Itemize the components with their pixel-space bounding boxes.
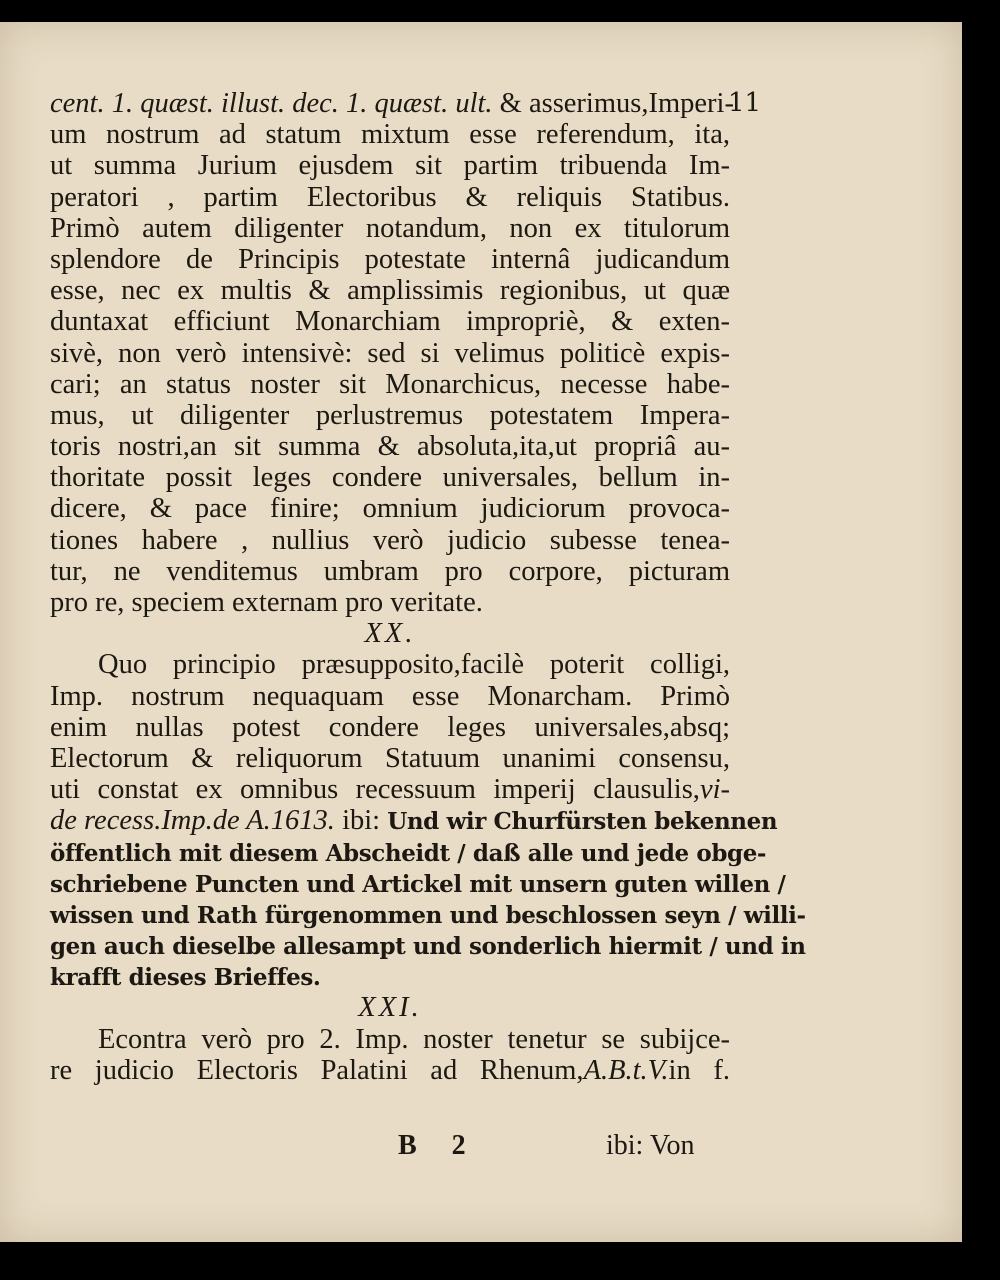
text-run: pro re, speciem externam pro veritate.: [50, 587, 483, 618]
text-line: [50, 587, 730, 618]
text-line: [50, 119, 730, 150]
text-run: tur, ne venditemus umbram pro corpore, picturam: [50, 555, 730, 587]
italic-citation: de recess.Imp.de A.1613.: [50, 805, 335, 837]
fraktur-quote: wissen und Rath fürgenommen und beschlossen seyn / willi-: [50, 901, 806, 929]
text-run: enim nullas potest condere leges universales,absq;: [50, 711, 730, 743]
signature-mark: B 2: [398, 1130, 480, 1161]
text-line: [50, 1024, 730, 1055]
text-line: [50, 774, 730, 805]
text-run: tiones habere , nullius verò judicio subesse tenea-: [50, 524, 730, 556]
text-run: cari; an status noster sit Monarchicus, necesse habe-: [50, 368, 730, 400]
text-line: [50, 525, 730, 556]
text-run: esse, nec ex multis & amplissimis regionibus, ut quæ: [50, 275, 730, 307]
text-line: [50, 930, 806, 961]
text-line: [50, 837, 767, 868]
text-run: toris nostri,an sit summa & absoluta,ita,ut propriâ au-: [50, 431, 730, 463]
text-run: in f.: [668, 1054, 730, 1086]
text-run: splendore de Principis potestate internâ judicandum: [50, 243, 730, 275]
fraktur-quote: Und wir Churfürsten bekennen: [387, 808, 778, 836]
text-run: Imp. nostrum nequaquam esse Monarcham. Primò: [50, 680, 730, 712]
text-line: [50, 88, 734, 119]
page-footer: [0, 1130, 962, 1164]
fraktur-quote: schriebene Puncten und Artickel mit unsern guten willen /: [50, 870, 786, 898]
text-line: [50, 1055, 730, 1086]
text-line: [50, 649, 730, 680]
text-line: [50, 431, 730, 462]
text-run: & asserimus,Imperi-: [492, 88, 734, 119]
book-page: [0, 22, 962, 1242]
italic-citation: A.B.t.V.: [583, 1054, 669, 1086]
text-run: peratori , partim Electoribus & reliquis Statibus.: [50, 181, 730, 213]
text-run: Econtra verò pro 2. Imp. noster tenetur se subijce-: [98, 1023, 730, 1055]
catchword: ibi: Von: [606, 1130, 695, 1161]
text-line: [50, 899, 806, 930]
fraktur-quote: öffentlich mit diesem Abscheidt / daß alle und jede obge-: [50, 839, 767, 867]
text-line: [50, 244, 730, 275]
fraktur-quote: krafft dieses Brieffes.: [50, 964, 321, 992]
text-run: mus, ut diligenter perlustremus potestatem Impera-: [50, 399, 730, 431]
text-run: ibi:: [334, 805, 388, 837]
italic-citation: vi-: [699, 774, 730, 806]
text-run: dicere, & pace finire; omnium judiciorum provoca-: [50, 493, 730, 525]
text-run: sivè, non verò intensivè: sed si velimus politicè expis-: [50, 337, 730, 369]
text-run: Electorum & reliquorum Statuum unanimi consensu,: [50, 742, 730, 774]
text-line: [50, 805, 778, 837]
text-line: [50, 743, 730, 774]
text-line: [50, 493, 730, 524]
text-line: [50, 369, 730, 400]
text-line: [50, 400, 730, 431]
text-line: [50, 150, 730, 181]
text-line: [50, 868, 786, 899]
italic-citation: cent. 1. quæst. illust. dec. 1. quæst. ult.: [50, 88, 493, 119]
text-line: [50, 556, 730, 587]
text-line: [50, 275, 730, 306]
page-number: 11: [728, 88, 762, 118]
text-run: thoritate possit leges condere universales, bellum in-: [50, 462, 730, 494]
text-run: uti constat ex omnibus recessuum imperij clausulis,: [50, 774, 700, 806]
text-line: [50, 681, 730, 712]
fraktur-quote: gen auch dieselbe allesampt und sonderlich hiermit / und in: [50, 933, 806, 961]
text-run: Primò autem diligenter notandum, non ex titulorum: [50, 212, 730, 244]
section-heading: XX.: [364, 618, 416, 650]
text-line: [50, 213, 730, 244]
text-run: duntaxat efficiunt Monarchiam impropriè, & exten-: [50, 306, 730, 338]
text-line: [50, 961, 730, 992]
text-run: um nostrum ad statum mixtum esse referendum, ita,: [50, 119, 730, 151]
text-run: re judicio Electoris Palatini ad Rhenum,: [50, 1054, 584, 1086]
text-line: [50, 462, 730, 493]
text-line: [50, 712, 730, 743]
text-run: ut summa Jurium ejusdem sit partim tribuenda Im-: [50, 150, 730, 182]
text-line: [50, 306, 730, 337]
text-run: Quo principio præsupposito,facilè poterit colligi,: [98, 649, 730, 681]
section-heading: XXI.: [358, 992, 422, 1024]
text-line: [50, 182, 730, 213]
text-line: [50, 338, 730, 369]
